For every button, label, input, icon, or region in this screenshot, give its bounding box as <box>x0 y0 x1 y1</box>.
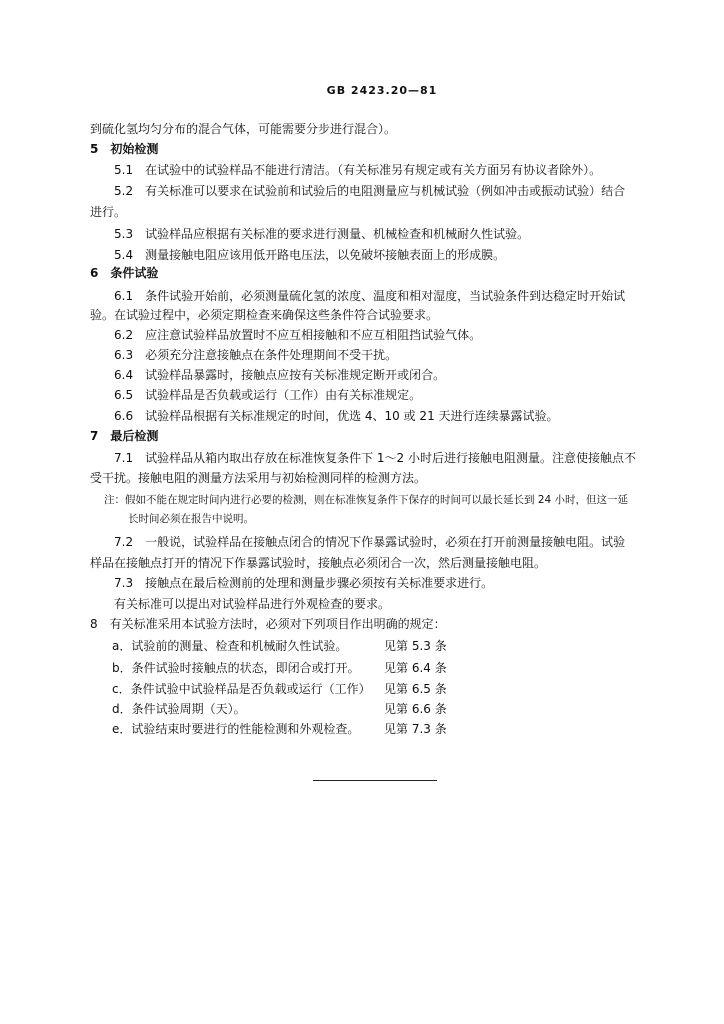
clause-6-1-line1: 6.1 条件试验开始前，必须测量硫化氢的浓度、温度和相对湿度，当试验条件到达稳定时开始试 <box>114 289 626 303</box>
clause-6-3: 6.3 必须充分注意接触点在条件处理期间不受干扰。 <box>114 348 398 362</box>
section-6-heading: 6 条件试验 <box>90 266 159 280</box>
item-e-ref: 见第 7.3 条 <box>384 722 447 736</box>
item-c-ref: 见第 6.5 条 <box>384 682 447 696</box>
clause-7-1-line2: 受干扰。接触电阻的测量方法采用与初始检测同样的检测方法。 <box>90 471 427 485</box>
continuation-line: 到硫化氢均匀分布的混合气体，可能需要分步进行混合）。 <box>90 122 397 136</box>
clause-5-1: 5.1 在试验中的试验样品不能进行清洁。（有关标准另有规定或有关方面另有协议者除外）。 <box>114 163 602 177</box>
item-a-label: a．试验前的测量、检查和机械耐久性试验。 <box>112 639 348 653</box>
item-b-label: b．条件试验时接触点的状态，即闭合或打开。 <box>112 661 360 675</box>
section-7-heading: 7 最后检测 <box>90 429 159 443</box>
clause-5-4: 5.4 测量接触电阻应该用低开路电压法，以免破坏接触表面上的形成膜。 <box>114 248 506 262</box>
clause-5-2-line1: 5.2 有关标准可以要求在试验前和试验后的电阻测量应与机械试验（例如冲击或振动试验）结合 <box>114 184 626 198</box>
item-e-label: e．试验结束时要进行的性能检测和外观检查。 <box>112 722 360 736</box>
page-header-standard-number: GB 2423.20—81 <box>326 84 438 97</box>
item-d-label: d．条件试验周期（天）。 <box>112 702 246 716</box>
note-line2: 长时间必须在报告中说明。 <box>128 513 254 525</box>
item-d-ref: 见第 6.6 条 <box>384 702 447 716</box>
clause-7-2-line2: 样品在接触点打开的情况下作暴露试验时，接触点必须闭合一次，然后测量接触电阻。 <box>90 556 547 570</box>
section-8-heading: 8 有关标准采用本试验方法时，必须对下列项目作出明确的规定： <box>90 617 446 631</box>
note-line1: 注：假如不能在规定时间内进行必要的检测，则在标准恢复条件下保存的时间可以最长延长到 24 小时，但这一延 <box>104 494 629 506</box>
section-5-heading: 5 初始检测 <box>90 142 159 156</box>
clause-6-5: 6.5 试验样品是否负载或运行（工作）由有关标准规定。 <box>114 388 422 402</box>
clause-7-3: 7.3 接触点在最后检测前的处理和测量步骤必须按有关标准要求进行。 <box>114 576 494 590</box>
clause-6-2: 6.2 应注意试验样品放置时不应互相接触和不应互相阻挡试验气体。 <box>114 328 482 342</box>
item-c-label: c．条件试验中试验样品是否负载或运行（工作） <box>112 682 371 696</box>
clause-7-1-line1: 7.1 试验样品从箱内取出存放在标准恢复条件下 1～2 小时后进行接触电阻测量。注意使接触点不 <box>114 451 636 465</box>
clause-6-4: 6.4 试验样品暴露时，接触点应按有关标准规定断开或闭合。 <box>114 368 446 382</box>
clause-6-6: 6.6 试验样品根据有关标准规定的时间，优选 4、10 或 21 天进行连续暴露试验。 <box>114 409 559 423</box>
end-rule-divider <box>313 780 437 781</box>
clause-7-4: 有关标准可以提出对试验样品进行外观检查的要求。 <box>114 597 391 611</box>
item-a-ref: 见第 5.3 条 <box>384 639 447 653</box>
item-b-ref: 见第 6.4 条 <box>384 661 447 675</box>
clause-5-2-line2: 进行。 <box>90 205 127 219</box>
clause-5-3: 5.3 试验样品应根据有关标准的要求进行测量、机械检查和机械耐久性试验。 <box>114 227 530 241</box>
clause-7-2-line1: 7.2 一般说，试验样品在接触点闭合的情况下作暴露试验时，必须在打开前测量接触电阻。试验 <box>114 535 626 549</box>
clause-6-1-line2: 验。在试验过程中，必须定期检查来确保这些条件符合试验要求。 <box>90 308 439 322</box>
